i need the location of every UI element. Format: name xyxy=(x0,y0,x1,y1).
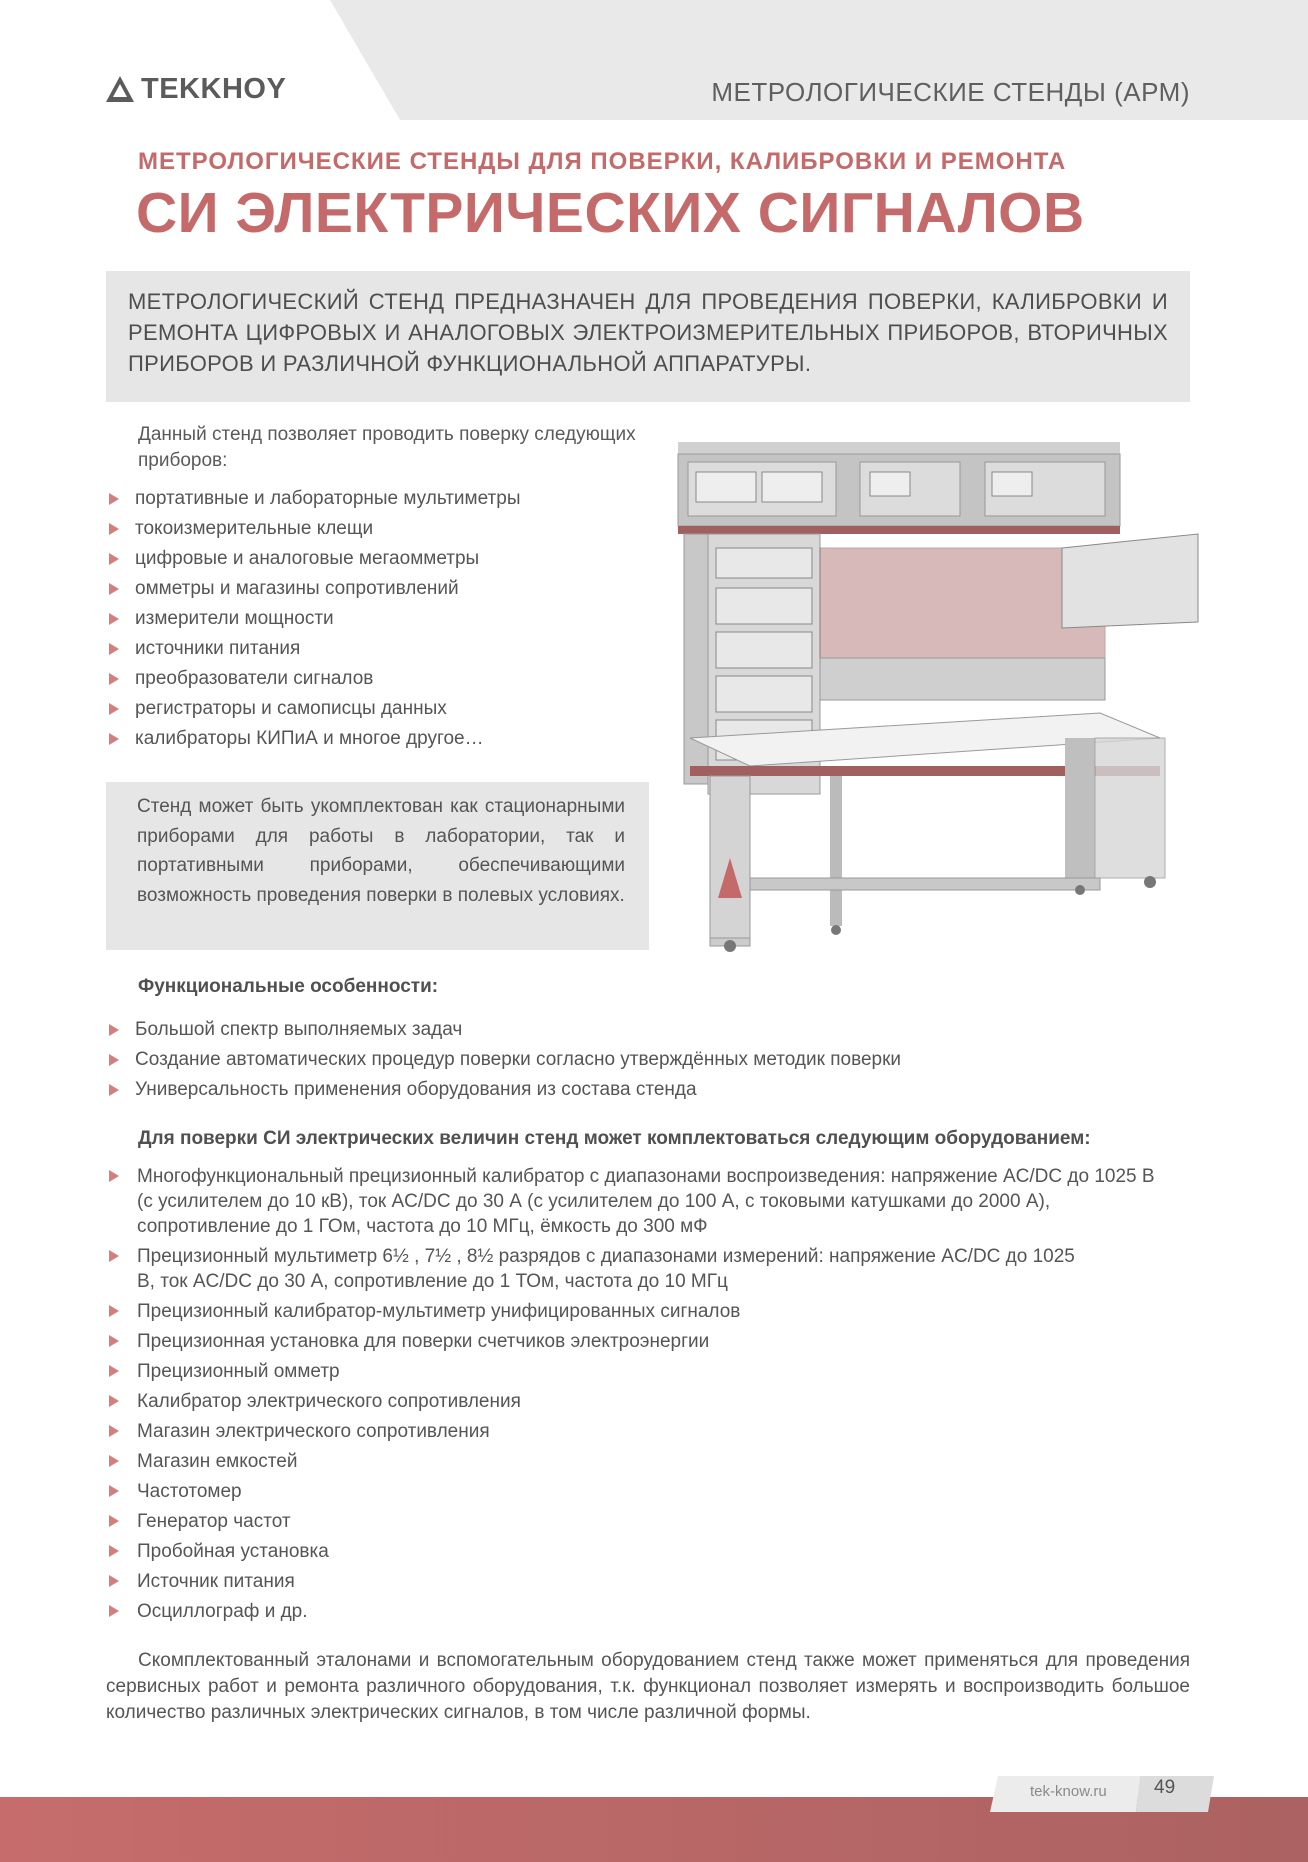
list-item: Генератор частот xyxy=(106,1509,1166,1534)
list-item: Универсальность применения оборудования из состава стенда xyxy=(106,1075,901,1105)
list-item: Большой спектр выполняемых задач xyxy=(106,1015,901,1045)
bullet-triangle-icon xyxy=(109,643,119,655)
section-title: МЕТРОЛОГИЧЕСКИЕ СТЕНДЫ (АРМ) xyxy=(711,77,1190,107)
list-item: омметры и магазины сопротивлений xyxy=(106,574,520,604)
bullet-triangle-icon xyxy=(109,553,119,565)
bullet-triangle-icon xyxy=(109,1605,119,1617)
company-logo xyxy=(105,72,286,106)
list-item: Калибратор электрического сопротивления xyxy=(106,1389,1166,1414)
page-number: 49 xyxy=(1154,1777,1176,1798)
bullet-triangle-icon xyxy=(109,1485,119,1497)
bullet-triangle-icon xyxy=(109,613,119,625)
list-item: источники питания xyxy=(106,634,520,664)
equipment-list xyxy=(106,1164,1166,1629)
bullet-triangle-icon xyxy=(109,1170,119,1182)
bullet-triangle-icon xyxy=(109,1250,119,1262)
instruments-list xyxy=(106,484,520,754)
logo-triangle-icon xyxy=(105,75,135,103)
site-url: tek-know.ru xyxy=(1030,1783,1107,1800)
page-subtitle: МЕТРОЛОГИЧЕСКИЕ СТЕНДЫ ДЛЯ ПОВЕРКИ, КАЛИБРОВКИ И РЕМОНТА xyxy=(138,148,1067,175)
bullet-triangle-icon xyxy=(109,523,119,535)
list-item: Пробойная установка xyxy=(106,1539,1166,1564)
list-item: Источник питания xyxy=(106,1569,1166,1594)
intro-text: МЕТРОЛОГИЧЕСКИЙ СТЕНД ПРЕДНАЗНАЧЕН ДЛЯ ПРОВЕДЕНИЯ ПОВЕРКИ, КАЛИБРОВКИ И РЕМОНТА ЦИФРОВЫХ И АНАЛОГОВЫХ ЭЛЕКТРОИЗМЕРИТЕЛЬНЫХ ПРИБОРОВ, ВТОРИЧНЫХ ПРИБОРОВ И РАЗЛИЧНОЙ ФУНКЦИОНАЛЬНОЙ АППАРАТУРЫ. xyxy=(128,289,1168,376)
bullet-triangle-icon xyxy=(109,583,119,595)
bullet-triangle-icon xyxy=(109,733,119,745)
list-item: Создание автоматических процедур поверки согласно утверждённых методик поверки xyxy=(106,1045,901,1075)
workbench-illustration xyxy=(670,438,1210,958)
bullet-triangle-icon xyxy=(109,1425,119,1437)
page-title: СИ ЭЛЕКТРИЧЕСКИХ СИГНАЛОВ xyxy=(136,181,1085,245)
note-box xyxy=(106,782,649,950)
bullet-triangle-icon xyxy=(109,1575,119,1587)
bullet-triangle-icon xyxy=(109,1515,119,1527)
list-item: преобразователи сигналов xyxy=(106,664,520,694)
list-item: Прецизионный мультиметр 6½ , 7½ , 8½ разрядов с диапазонами измерений: напряжение AC/DC до 1025 В, ток AC/DC до 30 А, сопротивление до 1 ТОм, частота до 10 МГц xyxy=(106,1244,1087,1294)
bullet-triangle-icon xyxy=(109,493,119,505)
features-heading: Функциональные особенности: xyxy=(138,976,439,997)
list-item: токоизмерительные клещи xyxy=(106,514,520,544)
equipment-heading: Для поверки СИ электрических величин стенд может комплектоваться следующим оборудованием: xyxy=(138,1128,1091,1149)
bullet-triangle-icon xyxy=(109,1084,119,1096)
bullet-triangle-icon xyxy=(109,1395,119,1407)
list-item: цифровые и аналоговые мегаомметры xyxy=(106,544,520,574)
closing-paragraph: Скомплектованный эталонами и вспомогательным оборудованием стенд также может применяться для проведения сервисных работ и ремонта различного оборудования, т.к. функционал позволяет измерять и воспроизводить большое количество различных электрических сигналов, в том числе различной формы. xyxy=(106,1650,1190,1723)
list-item: Осциллограф и др. xyxy=(106,1599,1166,1624)
list-item: Прецизионный омметр xyxy=(106,1359,1166,1384)
bullet-triangle-icon xyxy=(109,1305,119,1317)
list-item: регистраторы и самописцы данных xyxy=(106,694,520,724)
list-item: портативные и лабораторные мультиметры xyxy=(106,484,520,514)
bullet-triangle-icon xyxy=(109,703,119,715)
instruments-lead: Данный стенд позволяет проводить поверку следующих приборов: xyxy=(138,424,636,471)
bullet-triangle-icon xyxy=(109,1545,119,1557)
list-item: Магазин электрического сопротивления xyxy=(106,1419,1166,1444)
list-item: Прецизионный калибратор-мультиметр унифицированных сигналов xyxy=(106,1299,1166,1324)
list-item: Многофункциональный прецизионный калибратор с диапазонами воспроизведения: напряжение AC/DC до 1025 В (с усилителем до 10 кВ), ток AC/DC до 30 А (с усилителем до 100 А, с токовыми катушками до 2000 А), сопротивление до 1 ГОм, частота до 10 МГц, ёмкость до 300 мФ xyxy=(106,1164,1166,1239)
list-item: Прецизионная установка для поверки счетчиков электроэнергии xyxy=(106,1329,1166,1354)
list-item: калибраторы КИПиА и многое другое… xyxy=(106,724,520,754)
bullet-triangle-icon xyxy=(109,1455,119,1467)
bullet-triangle-icon xyxy=(109,673,119,685)
list-item: измерители мощности xyxy=(106,604,520,634)
list-item: Частотомер xyxy=(106,1479,1166,1504)
bullet-triangle-icon xyxy=(109,1024,119,1036)
note-text: Стенд может быть укомплектован как стационарными приборами для работы в лаборатории, так и портативными приборами, обеспечивающими возможность проведения поверки в полевых условиях. xyxy=(137,796,625,906)
intro-box xyxy=(106,271,1190,402)
bullet-triangle-icon xyxy=(109,1054,119,1066)
features-list xyxy=(106,1015,901,1105)
bullet-triangle-icon xyxy=(109,1365,119,1377)
list-item: Магазин емкостей xyxy=(106,1449,1166,1474)
logo-text: TEKKHOY xyxy=(141,72,287,105)
bullet-triangle-icon xyxy=(109,1335,119,1347)
